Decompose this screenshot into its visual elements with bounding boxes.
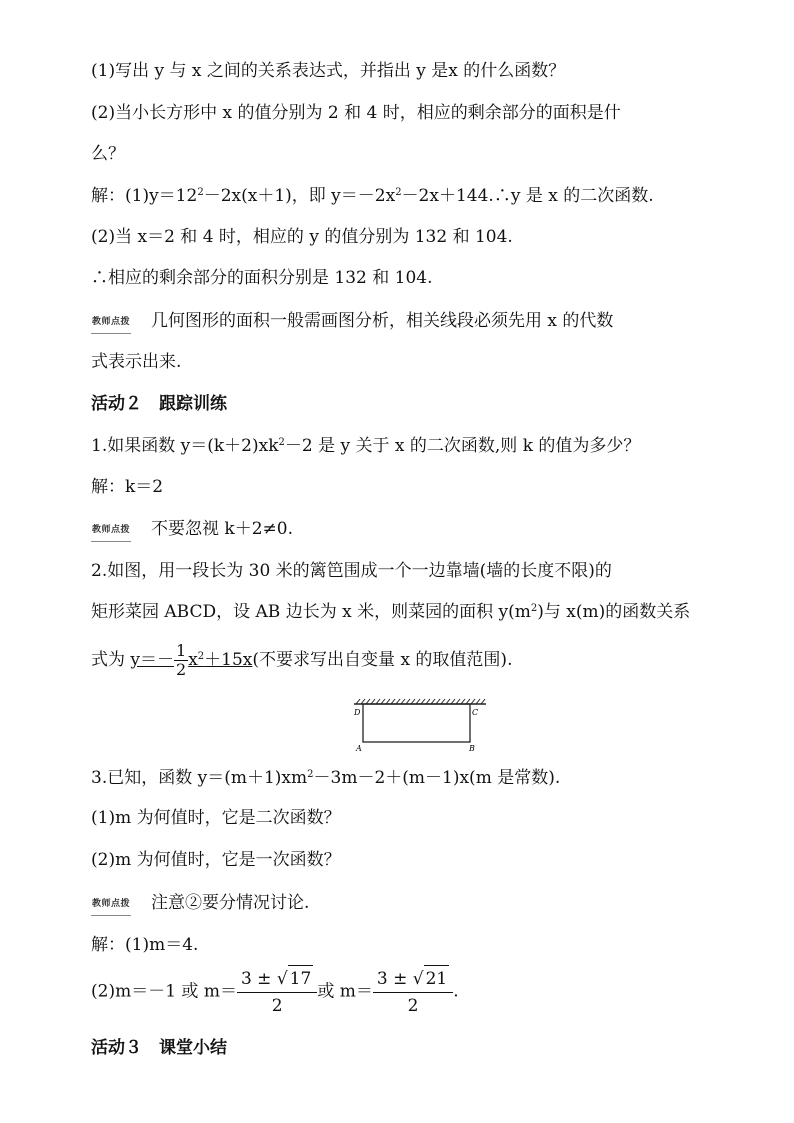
teacher-tip-tag: 教师点拨 bbox=[91, 311, 131, 334]
fraction-1: $\frac{3 \pm √ 17}{2}$ bbox=[237, 965, 317, 1019]
question-2-cont: 矩形菜园 ABCD，设 AB 边长为 x 米，则菜园的面积 $y(m^2)$与 x(m)的函数关系 bbox=[91, 602, 691, 622]
teacher-tip-1-cont: 式表示出来. bbox=[91, 352, 182, 372]
section-heading-3: 活动３ 课堂小结 bbox=[91, 1038, 227, 1058]
teacher-tip-3: 教师点拨 注意②要分情况讨论. bbox=[91, 892, 309, 916]
teacher-tip-2: 教师点拨 不要忽视 k＋2≠0. bbox=[91, 518, 293, 542]
teacher-tip-1: 教师点拨 几何图形的面积一般需画图分析，相关线段必须先用 x 的代数 bbox=[91, 310, 613, 334]
teacher-tip-tag: 教师点拨 bbox=[91, 893, 131, 916]
teacher-tip-tag: 教师点拨 bbox=[91, 519, 131, 542]
question-1: 1.如果函数 $y=(k+2)xk^2-2$ 是 y 关于 x 的二次函数,则 k 的值为多少？ bbox=[91, 436, 641, 456]
part2-question: (2)当小长方形中 x 的值分别为 2 和 4 时，相应的剩余部分的面积是什 bbox=[91, 103, 621, 123]
question-2-formula: 式为 y＝－ $\frac{1}{2}$ $x^2+15x$(不要求写出自变量 x 的取值范围). bbox=[91, 641, 513, 679]
question-3: 3.已知，函数 $y=(m+1)xm^2-3m-2+(m-1)x(m$ 是常数). bbox=[91, 768, 561, 788]
vertex-b: B bbox=[469, 744, 475, 753]
garden-rectangle bbox=[363, 704, 470, 742]
fraction-2: $\frac{3 \pm √ 21}{2}$ bbox=[373, 965, 453, 1019]
question-3-part1: (1)m 为何值时，它是二次函数？ bbox=[91, 808, 341, 828]
solution-1: 解：$(1)y=12^2-2x(x+1)$，即 $y=-2x^2-2x+144.\therefore y$ 是 x 的二次函数. bbox=[91, 186, 654, 206]
question-3-part2: (2)m 为何值时，它是一次函数？ bbox=[91, 850, 341, 870]
section-heading-2: 活动２ 跟踪训练 bbox=[91, 394, 227, 414]
solution-3: ∴相应的剩余部分的面积分别是 132 和 104. bbox=[91, 268, 433, 288]
answer-3-part2: (2)m＝－1 或 m＝ $\frac{3 \pm √ 17}{2}$ 或 m＝ $\frac{3 \pm √ 21}{2}$ . bbox=[91, 965, 459, 1019]
part1-question: (1)写出 y 与 x 之间的关系表达式，并指出 y 是x 的什么函数？ bbox=[91, 61, 566, 81]
part2-question-cont: 么？ bbox=[91, 144, 125, 164]
vertex-a: A bbox=[356, 744, 362, 753]
question-2: 2.如图，用一段长为 30 米的篱笆围成一个一边靠墙(墙的长度不限)的 bbox=[91, 561, 612, 581]
garden-figure bbox=[350, 698, 490, 756]
answer-3-part1: 解：(1)m＝4. bbox=[91, 935, 199, 955]
solution-2: (2)当 x＝2 和 4 时，相应的 y 的值分别为 132 和 104. bbox=[91, 227, 513, 247]
answer-1: 解：k＝2 bbox=[91, 477, 164, 497]
vertex-c: C bbox=[472, 708, 479, 717]
vertex-d: D bbox=[354, 708, 361, 717]
